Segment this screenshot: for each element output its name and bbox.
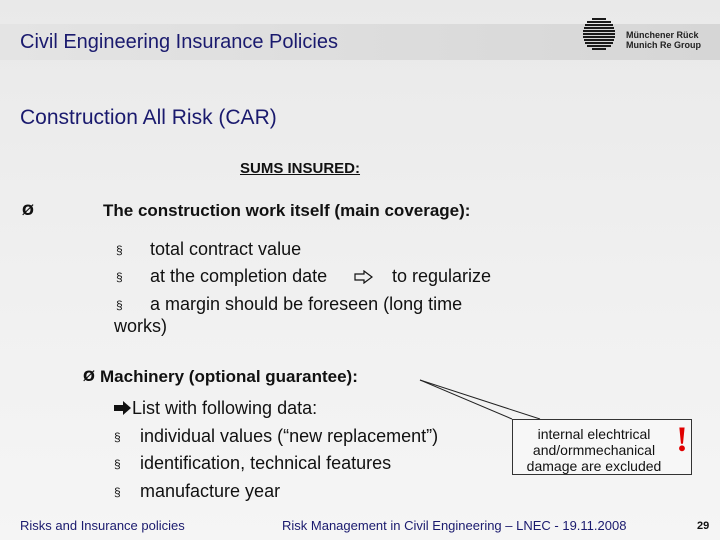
callout-text	[519, 426, 669, 474]
point-2-item-3: manufacture year	[140, 481, 281, 501]
point-2-item-1: individual values (“new replacement”)	[140, 426, 439, 446]
square-bullet-icon: §	[114, 485, 121, 499]
header-title: Civil Engineering Insurance Policies	[20, 31, 338, 53]
exclamation-icon: !	[676, 419, 688, 459]
point-1-item-3: a margin should be foreseen (long time	[150, 294, 463, 314]
callout-line-3: damage are excluded	[526, 458, 662, 474]
callout-line-1: internal elechtrical	[537, 426, 651, 442]
callout-line-2: and/ormmechanical	[532, 442, 656, 458]
arrow-bullet-icon: Ø	[83, 369, 95, 385]
square-bullet-icon: §	[116, 298, 123, 312]
point-2-item-2: identification, technical features	[140, 453, 392, 473]
point-1-item-2-suffix: to regularize	[392, 266, 492, 286]
point-1-item-3-continued: works)	[114, 316, 167, 336]
point-2-text: Machinery (optional guarantee):	[100, 367, 358, 386]
point-2-list-intro: List with following data:	[132, 398, 318, 418]
arrow-bullet-icon: Ø	[22, 203, 34, 219]
footer-left: Risks and Insurance policies	[20, 518, 185, 533]
point-1-item-2: at the completion date	[150, 266, 328, 286]
point-1-text: The construction work itself (main coverage):	[103, 201, 471, 220]
square-bullet-icon: §	[116, 243, 123, 257]
logo-line-1: Münchener Rück	[626, 30, 699, 40]
square-bullet-icon: §	[114, 430, 121, 444]
square-bullet-icon: §	[114, 457, 121, 471]
page-number: 29	[697, 520, 710, 532]
callout-box	[512, 419, 692, 475]
logo-line-2: Munich Re Group	[626, 40, 701, 50]
square-bullet-icon: §	[116, 270, 123, 284]
point-1-item-1: total contract value	[150, 239, 302, 259]
footer-center: Risk Management in Civil Engineering – LNEC - 19.11.2008	[282, 518, 627, 533]
slide-title: Construction All Risk (CAR)	[20, 106, 277, 129]
section-heading: SUMS INSURED:	[240, 160, 361, 177]
